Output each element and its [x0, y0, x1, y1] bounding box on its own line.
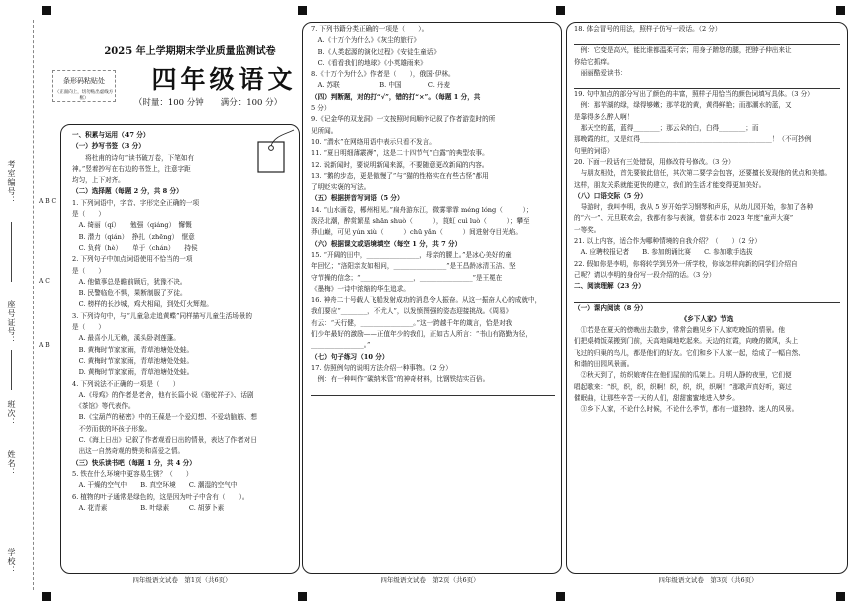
text-line: A.《十万个为什么》《灰尘的旅行》 [311, 36, 421, 45]
binding-strip [0, 0, 40, 608]
text-line: 那天空的蓝，蓝得________；那云朵的白，白得________；而 [574, 124, 759, 133]
column-1 [72, 130, 292, 514]
barcode-area [52, 70, 116, 102]
text-line: B. 黄梅时节家家雨，青草池塘处处蛙。 [72, 345, 194, 354]
subject-title: 四年级语文 [151, 65, 297, 94]
text-line: 飞过的归巢的鸟儿，都是他们的好友。它们和乡下人家一起，绘成了一幅自然、 [574, 348, 805, 357]
text-line: （八）口语交际（5 分） [574, 191, 647, 200]
text-line: 莽山巅，可见 yún xiù（ ）chū yǎn（ ）间进射夺目光焰。 [311, 228, 522, 237]
text-line: 出这一自然奇观的赞美和喜爱之情。 [72, 447, 185, 456]
text-line: 见所闻。 [311, 126, 338, 135]
text-line: （五）根据拼音写词语（5 分） [311, 194, 404, 203]
text-line: C.《海上日出》记叙了作者观看日出的情景，表达了作者对日 [72, 436, 257, 445]
text-line: 20. 下面一段话有三处错误，用修改符号修改。（3 分） [574, 157, 735, 166]
text-line: 二、阅读理解（23 分） [574, 282, 645, 291]
text-line: C. 黄梅时节家家雨，青草池塘处处蛙。 [72, 356, 194, 365]
text-line: 这样，朋友关系就能更快的建立，我们的生活才能变得更加美好。 [574, 180, 766, 189]
text-line: 将杜甫的诗句“读书破万卷，下笔如有 [72, 153, 195, 162]
text-line: 年回忆；“洛阳亲友如相问，________________”是王昌龄冰清玉洁、坚 [311, 262, 516, 271]
text-line: 7. 下列书籍分类正确的一项是（ ）。 [311, 25, 429, 33]
text-line: 1. 下列词语中，字音、字形完全正确的一项 [72, 198, 200, 207]
text-line: A. 花青素 B. 叶绿素 C. 胡萝卜素 [72, 503, 225, 512]
text-line: 13. “鹅的步态，更是傲慢了”与“猫的性格实在有些古怪”都用 [311, 171, 489, 180]
text-line: A. 应聘校报记者 B. 参加朗诵比赛 C. 参加歌手选拔 [574, 248, 753, 257]
text-line: 们把桌椅饭菜搬到门前，天高地阔地吃起来。天边的红霞，向晚的微风，头上 [574, 337, 799, 346]
registration-mark [556, 6, 565, 15]
text-line: 己呢？请以李明的身份写一段介绍的话。（3 分） [574, 270, 716, 279]
text-line: 丽丽酷爱读书： [574, 68, 627, 77]
text-line: ②秋天到了，纺织娘寄住在他们屋前的瓜架上。月明人静的夜里，它们便 [574, 371, 792, 380]
registration-mark [42, 592, 51, 601]
text-line: 不劳而获的坏孩子形象。 [72, 424, 152, 433]
text-line: ①若是在夏天的傍晚出去散步，常常会瞧见乡下人家吃晚饭的情景。他 [574, 326, 785, 335]
text-line: 泼泾北潮，醉赏繁星 shān shuò（ ），莨虹 cuì luò（ ）；攀至 [311, 217, 530, 226]
text-line: （七）句子练习（10 分） [311, 352, 389, 361]
text-line: 10. “潜水”在网络用语中表示只看不发言。 [311, 137, 436, 146]
text-line: （一）课内阅读（8 分） [574, 303, 647, 312]
option-letters: A B C [39, 198, 57, 205]
exam-room-label: 考室编号： [7, 160, 16, 205]
text-line: A. 他做事总是瞻前顾后，犹豫不决。 [72, 277, 187, 286]
text-line: 《墨梅》一诗中浓缩的华生追求。 [311, 284, 410, 293]
name-label: 姓名： [7, 450, 16, 477]
text-line: C. 榜样的长沙城，鸡犬相闻，到处灯火辉煌。 [72, 300, 213, 309]
text-line: 神。”竖着抄写在右边的书签上，注意字距 [72, 164, 191, 173]
text-line: A. 绮丽（qí） 勉强（qiáng） 懈慨 [72, 221, 192, 230]
text-line: 们少年最好的激励——正值年少的我们，正如古人所言：“书山有路勤为径， [311, 330, 532, 339]
text-line: 《茶馆》等代表作。 [72, 402, 135, 411]
text-line: 和谐的田园风景画。 [574, 360, 634, 369]
seat-number-label: 座号证号： [7, 300, 16, 345]
registration-mark [836, 6, 845, 15]
text-line: 8.《十万个为什么》作者是（ ），俄国·伊林。 [311, 70, 455, 79]
text-line: 14. “山水画卷，郴州相见。”扁舟游东江，微雾霏霏 méng lóng（ ）； [311, 205, 533, 214]
exam-title: 2025 年上学期期末学业质量监测试卷 [104, 46, 276, 57]
exam-room-line [11, 222, 12, 282]
text-line: 19. 句中加点的部分写出了颜色的丰富，照样子用恰当的颜色词填写具体。（3 分） [574, 90, 814, 99]
barcode-label: 条形码粘贴处 [63, 77, 105, 85]
text-line: 例：有一种叫作“碳纳米管”的神奇材料，比钢铁结实百倍。 [311, 375, 490, 384]
text-line: 导游时，我叫李明，我从 5 岁开始学习钢琴和声乐，从幼儿园开始，参加了各种 [574, 203, 814, 212]
text-line: （二）选择题（每题 2 分，共 8 分） [72, 187, 183, 196]
text-line: 11. “夏日明细薄霰褥”，这是二十四节气“白露”的典型农事。 [311, 149, 489, 158]
text-line: 了明贬实褒的写法。 [311, 183, 371, 192]
seat-number-line [11, 350, 12, 390]
text-line: D. 黄梅时节家家雨，青草池塘处处蛙。 [72, 368, 194, 377]
column-3 [574, 24, 840, 416]
text-line: 2. 下列句子中加点词语使用不恰当的一项 [72, 255, 193, 264]
text-line: 催眠曲，让那些辛苦一天的人们，甜甜蜜蜜地进入梦乡。 [574, 393, 739, 402]
text-line: 5 分） [311, 104, 331, 113]
text-line: 9.《记金华的双龙洞》一文按照时间顺序记叙了作者游览时的所 [311, 115, 496, 124]
text-line: B.《宝葫芦的秘密》中的王葆是一个爱幻想、不爱动脑筋、想 [72, 413, 257, 422]
text-line: 均匀，上下对齐。 [72, 176, 125, 185]
answer-line[interactable] [574, 35, 840, 45]
text-line: B. 民警临危不惧，果断制服了歹徒。 [72, 289, 187, 298]
text-line: 3. 下列诗句中，与“儿童急走追黄蝶”同样描写儿童生活场景的 [72, 311, 252, 320]
text-line: A. 苏联 B. 中国 C. 丹麦 [311, 81, 451, 90]
cut-line [33, 20, 34, 590]
answer-line[interactable] [574, 293, 840, 303]
text-line: 那晚霞的红，又是红得________________________________________！（不可抄例 [574, 135, 812, 144]
text-line: 22. 假如你是李明，你将转学到另外一所学校，你该怎样向新的同学们介绍自 [574, 259, 798, 268]
school-label: 学校： [7, 548, 16, 575]
answer-line[interactable] [574, 79, 840, 89]
time-score-info: （时量：100 分钟 满分：100 分） [133, 98, 283, 108]
text-line: 有云：“天行健，________________。”这一跨越千年的箴言，恰是对我 [311, 318, 513, 327]
text-line: 唱起歌来：“织，织，织，织啊！织，织，织，织啊！”那歌声真好听，赛过 [574, 382, 792, 391]
registration-mark [42, 6, 51, 15]
text-line: ③乡下人家，不论什么时候，不论什么季节，都有一道独特、迷人的风景。 [574, 405, 799, 414]
text-line: 《乡下人家》节选 [680, 314, 734, 323]
registration-mark [556, 592, 565, 601]
text-line: （一）抄写书签（3 分） [72, 142, 145, 151]
text-line: 一、积累与运用（47 分） [72, 131, 150, 139]
text-line: 与朋友相处，首先要彼此信任，其次第二要学会包容，还要擅长发现他的优点和美德。 [574, 169, 832, 178]
page-footer: 四年级语文试卷 第1页（共6页） [132, 576, 232, 584]
text-line: 是靠得多么醉人啊！ [574, 112, 634, 121]
registration-mark [298, 592, 307, 601]
text-line: 17. 仿照例句的说明方法介绍一种事物。（2 分） [311, 363, 452, 372]
class-label: 班次： [7, 400, 16, 427]
text-line: C. 负荷（hè） 单于（chán） 持侯 [72, 243, 198, 252]
answer-line[interactable] [311, 386, 555, 396]
text-line: 5. 铁在什么环境中更容易生锈？（ ） [72, 469, 193, 478]
text-line: A.《母鸡》的作者是老舍，他有长篇小说《骆驼祥子》、话剧 [72, 390, 254, 399]
text-line: 句里的词语） [574, 146, 614, 155]
text-line: 21. 以上内容，适合作为哪种情境的自我介绍？（ ）（2 分） [574, 237, 762, 246]
text-line: B. 潜力（qián） 挣扎（zhēng） 惬意 [72, 232, 195, 241]
page-footer: 四年级语文试卷 第2页（共6页） [380, 576, 480, 584]
text-line: 的“六一”、元旦联欢会，我都有参与表演，曾获本市 2023 年度“童声大赛” [574, 214, 794, 223]
text-line: 4. 下列说法不正确的一项是（ ） [72, 379, 180, 388]
text-line: 你给它抓痒。 [574, 57, 614, 66]
text-line: 15. “开阔的田中，________________，母亲的腰上。”是冰心美好的童 [311, 250, 512, 259]
option-letters: A B [39, 342, 50, 349]
text-line: C.《看看我们的地球》《小英雄雨来》 [311, 58, 427, 67]
registration-mark [836, 592, 845, 601]
text-line: 例：那苹湖的绿，绿得够嫩；那苹花的黄，黄得鲜艳；而那潮水的蓝，又 [574, 101, 792, 110]
text-line: A. 最喜小儿无赖，溪头卧剥莲蓬。 [72, 334, 180, 343]
text-line: （三）快乐读书吧（每题 1 分，共 4 分） [72, 458, 196, 467]
text-line: 是（ ） [72, 266, 105, 275]
text-line: 16. 神舟二十号载人飞船发射成功的消息令人振奋。从这一振奋人心的成就中， [311, 296, 542, 305]
text-line: 守节操的信念；“________________，________________”是王冕在 [311, 273, 503, 282]
column-2 [311, 24, 555, 396]
text-line: 是（ ） [72, 323, 105, 332]
text-line: ________________。” [311, 341, 371, 350]
page-footer: 四年级语文试卷 第3页（共6页） [658, 576, 758, 584]
text-line: 是（ ） [72, 210, 105, 219]
text-line: 6. 植物的叶子通常是绿色的，这是因为叶子中含有（ ）。 [72, 492, 249, 501]
exam-header [44, 38, 296, 128]
text-line: B.《人类起源的演化过程》《安徒生童话》 [311, 47, 440, 56]
text-line: （六）根据课文或语境填空（每空 1 分，共 7 分） [311, 239, 462, 248]
text-line: 例：它变是高兴，能比谁都温柔可亲；用身子蹭您的腿，把脖子伸出来让 [574, 46, 792, 55]
text-line: 我们要应“________，不尤人”，以发愤图强的姿态迎接挑战。《周易》 [311, 307, 513, 316]
text-line: A. 干燥的空气中 B. 真空环境 C. 潮湿的空气中 [72, 481, 238, 490]
text-line: 一等奖。 [574, 225, 601, 234]
registration-mark [298, 6, 307, 15]
text-line: 18. 体会冒号的用法，照样子仿写一段话。（2 分） [574, 25, 722, 33]
text-line: （四）判断题，对的打“√”，错的打“×”。（每题 1 分，共 [311, 92, 481, 101]
option-letters: A C [39, 278, 50, 285]
text-line: 12. 说新闻时，要说明新闻来源，不要随意更改新闻的内容。 [311, 160, 489, 169]
barcode-note: （正面向上，切勿贴出虚线方框） [54, 90, 114, 101]
